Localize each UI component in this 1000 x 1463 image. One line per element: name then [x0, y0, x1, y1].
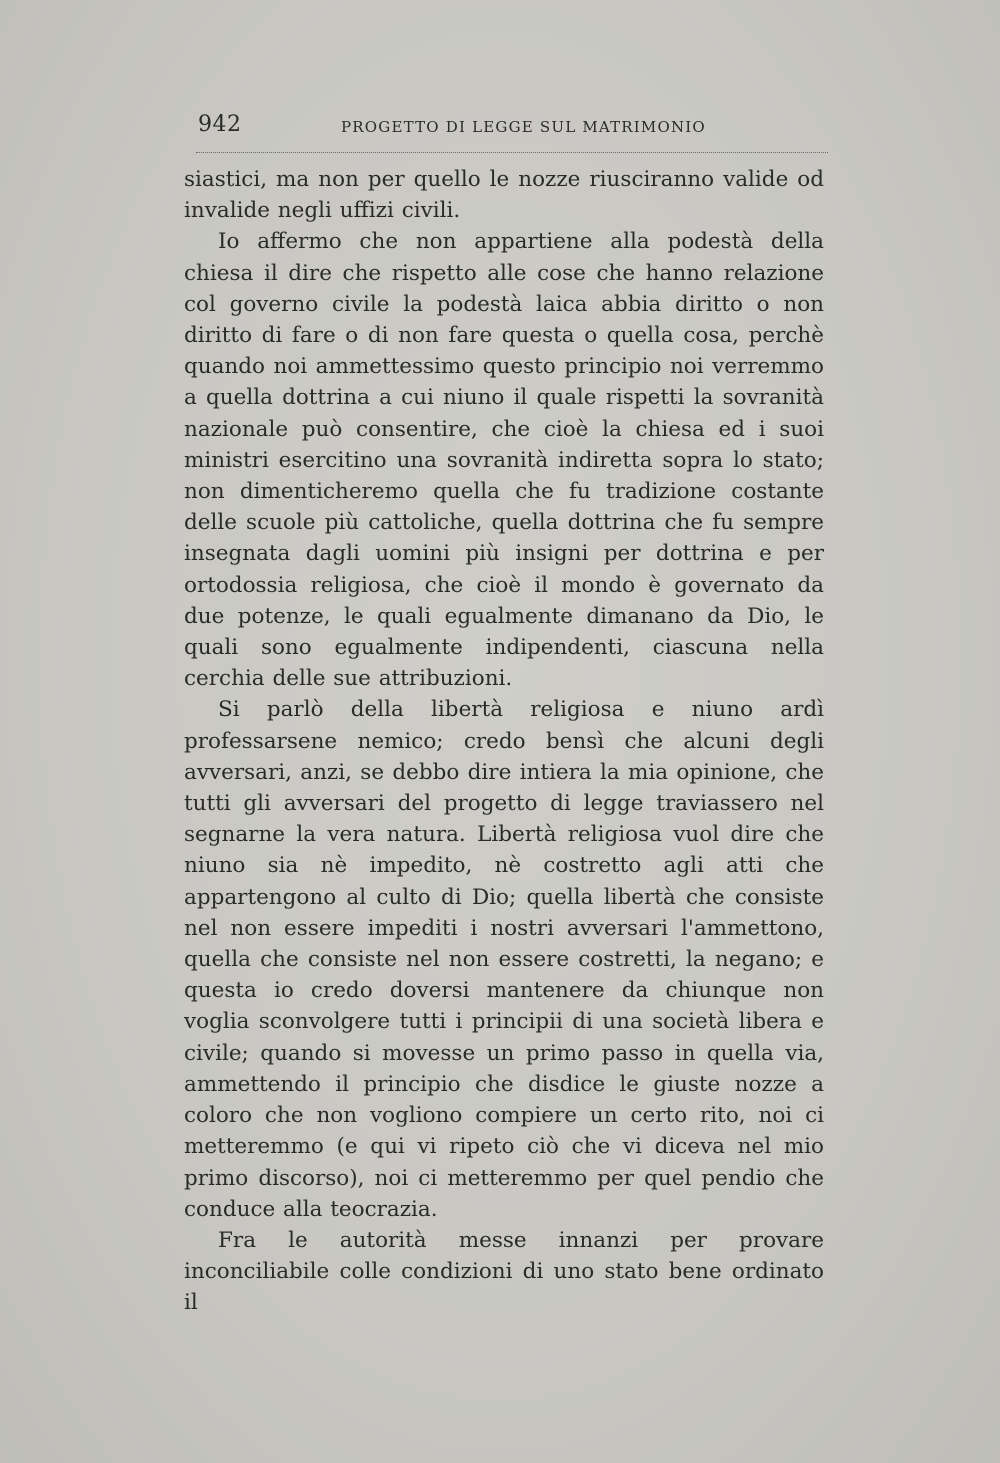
paragraph: siastici, ma non per quello le nozze riusciranno valide od invalide negli uffizi civili. — [184, 167, 824, 224]
paragraph: Fra le autorità messe innanzi per provare inconciliabile colle condizioni di uno stato bene ordinato il — [184, 1227, 824, 1316]
page-number: 942 — [198, 112, 242, 137]
paragraph: Si parlò della libertà religiosa e niuno ardì professarsene nemico; credo bensì che alcuni degli avversari, anzi, se debbo dire intiera la mia opinione, che tutti gli avversari del progetto di legge traviassero nel segnarne la vera natura. Libertà religiosa vuol dire che niuno sia nè impedito, nè costretto agli atti che appartengono al culto di Dio; quella libertà che consiste nel non essere impediti i nostri avversari l'ammettono, quella che consiste nel non essere costretti, la negano; e questa io credo doversi mantenere da chiunque non voglia sconvolgere tutti i principii di una società libera e civile; quando si movesse un primo passo in quella via, ammettendo il principio che disdice le giuste nozze a coloro che non vogliono compiere un certo rito, noi ci metteremmo (e qui vi ripeto ciò che vi diceva nel mio primo discorso), noi ci metteremmo per quel pendio che conduce alla teocrazia. — [184, 697, 824, 1222]
running-title: PROGETTO DI LEGGE SUL MATRIMONIO — [341, 118, 706, 136]
body-text — [184, 164, 824, 1319]
page-header — [198, 112, 828, 152]
paragraph: Io affermo che non appartiene alla podestà della chiesa il dire che rispetto alle cose che hanno relazione col governo civile la podestà laica abbia diritto o non diritto di fare o di non fare questa o quella cosa, perchè quando noi ammettessimo questo principio noi verremmo a quella dottrina a cui niuno il quale rispetti la sovranità nazionale può consentire, che cioè la chiesa ed i suoi ministri esercitino una sovranità indiretta sopra lo stato; non dimenticheremo quella che fu tradizione costante delle scuole più cattoliche, quella dottrina che fu sempre insegnata dagli uomini più insigni per dottrina e per ortodossia religiosa, che cioè il mondo è governato da due potenze, le quali egualmente dimanano da Dio, le quali sono egualmente indipendenti, ciascuna nella cerchia delle sue attribuzioni. — [184, 229, 824, 692]
header-rule — [196, 152, 828, 153]
